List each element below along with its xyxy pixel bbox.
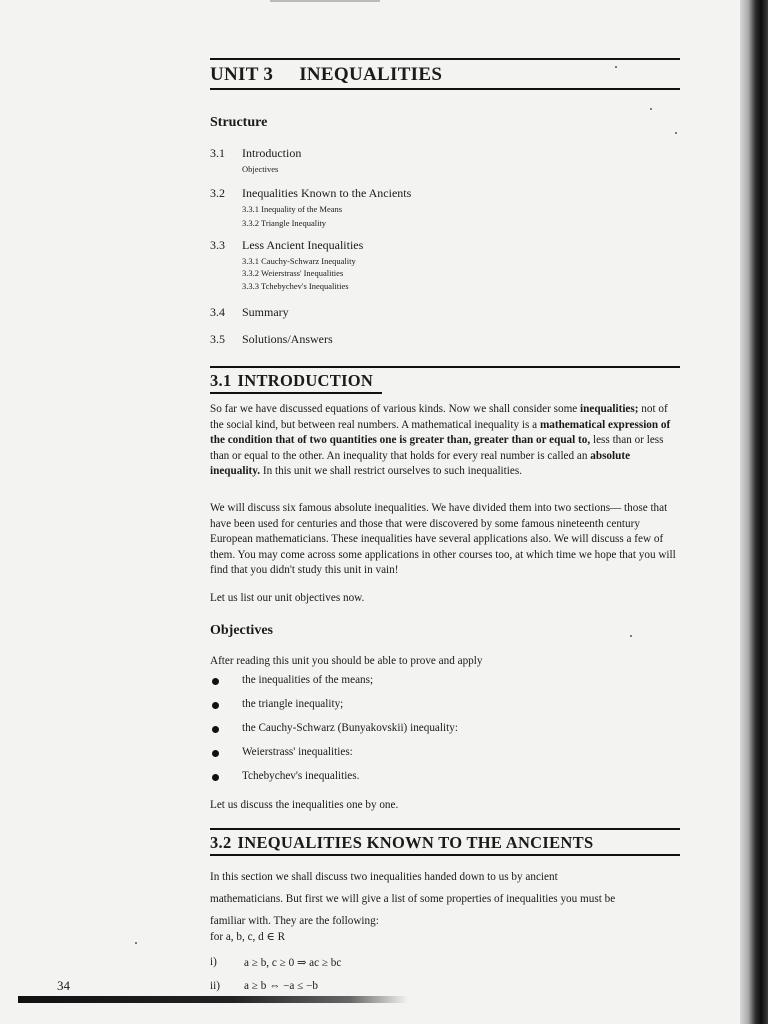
bullet-icon	[212, 702, 219, 709]
section-number: 3.2	[210, 833, 232, 852]
section-title-text: INEQUALITIES KNOWN TO THE ANCIENTS	[237, 833, 594, 852]
intro-paragraph-1	[210, 402, 680, 480]
scan-speck	[650, 108, 652, 110]
scan-speck	[630, 635, 632, 637]
bold-term: greater than, greater	[409, 434, 509, 446]
section-heading-3-2	[210, 828, 680, 856]
text-run: So far we have discussed equations of various kinds. Now we shall consider some	[210, 403, 578, 415]
toc-subitem: Objectives	[242, 164, 279, 174]
list-item-text: Weierstrass' inequalities:	[242, 746, 353, 758]
toc-number: 3.1	[210, 146, 225, 160]
toc-label: Inequalities Known to the Ancients	[242, 186, 412, 200]
text-run: inequalities.	[467, 465, 522, 477]
bold-term: absolute inequality.	[210, 449, 631, 477]
list-item-text: the Cauchy-Schwarz (Bunyakovskii) inequality:	[242, 722, 458, 734]
objectives-intro: After reading this unit you should be able to prove and apply	[210, 655, 483, 667]
section-title	[210, 830, 680, 854]
footer-rule	[18, 996, 408, 1003]
list-item-text: Tchebychev's inequalities.	[242, 770, 360, 782]
list-item-text: the inequalities of the means;	[242, 674, 374, 686]
bullet-icon	[212, 750, 219, 757]
bold-term: mathematical expression of the condition that of two quantities one is	[210, 418, 671, 446]
toc-subitem: 3.3.1 Inequality of the Means	[242, 204, 343, 214]
section-title-text: INTRODUCTION	[237, 371, 374, 390]
paragraph-line: familiar with. They are the following:	[210, 915, 379, 927]
toc-subitem: 3.3.1 Cauchy-Schwarz Inequality	[242, 256, 356, 266]
unit-title-text: INEQUALITIES	[299, 64, 443, 85]
page-number: 34	[57, 978, 70, 993]
scan-top-mark	[270, 0, 380, 2]
objectives-outro: Let us discuss the inequalities one by one.	[210, 799, 399, 811]
bullet-icon	[212, 678, 219, 685]
property-label: ii)	[210, 980, 220, 992]
toc-label: Less Ancient Inequalities	[242, 238, 364, 252]
bold-term: than or equal to,	[511, 434, 591, 446]
toc-number: 3.4	[210, 305, 225, 319]
section-3-2-paragraph	[210, 866, 680, 932]
unit-heading	[210, 58, 680, 90]
section-rule-bottom	[210, 854, 680, 856]
toc-label: Solutions/Answers	[242, 332, 333, 346]
scan-binding-edge	[740, 0, 768, 1024]
text-run: In this unit we shall restrict ourselves to such	[260, 465, 465, 477]
property-text: a ≥ b, c ≥ 0 ⇒ ac ≥ bc	[244, 957, 342, 969]
objectives-heading: Objectives	[210, 623, 273, 638]
property-label: i)	[210, 956, 217, 968]
toc-subitem: 3.3.3 Tchebychev's Inequalities	[242, 281, 349, 291]
property-text: a ≥ b ⇔ −a ≤ −b	[244, 980, 318, 992]
unit-number: UNIT 3	[210, 64, 274, 85]
toc-label: Introduction	[242, 146, 302, 160]
bullet-icon	[212, 726, 219, 733]
section-heading-3-1	[210, 366, 680, 394]
toc-subitem: 3.3.2 Triangle Inequality	[242, 218, 327, 228]
bold-term: inequalities;	[580, 403, 639, 415]
section-number: 3.1	[210, 371, 232, 390]
toc-subitem: 3.3.2 Weierstrass' Inequalities	[242, 268, 344, 278]
intro-paragraph-3: Let us list our unit objectives now.	[210, 592, 365, 604]
unit-title	[210, 60, 680, 88]
heading-rule-bottom	[210, 88, 680, 90]
scan-speck	[135, 942, 137, 944]
section-title	[210, 368, 680, 392]
list-item-text: the triangle inequality;	[242, 698, 344, 710]
scan-speck	[615, 66, 617, 68]
toc-label: Summary	[242, 305, 289, 319]
toc-number: 3.5	[210, 332, 225, 346]
intro-paragraph-2: We will discuss six famous absolute inequalities. We have divided them into two sections— those that have been used for centuries and those that were discovered by some famous nineteenth century European mathematicians. These inequalities have several applications also. We will discuss a few of them. You may come across some applications in other courses too, at which time we hope that you will find that you didn't study this unit in vain!	[210, 502, 676, 576]
section-rule-bottom	[210, 392, 382, 394]
toc-number: 3.2	[210, 186, 225, 200]
text-run: real number is called an	[480, 449, 588, 462]
toc-number: 3.3	[210, 238, 225, 252]
structure-heading: Structure	[210, 115, 268, 130]
text-run: not of the social kind, but between real numbers. A mathematical inequality is a	[210, 403, 668, 431]
paragraph-line: mathematicians. But first we will give a list of some properties of inequalities you must be	[210, 893, 616, 905]
paragraph-line: In this section we shall discuss two inequalities handed down to us by ancient	[210, 871, 558, 883]
bullet-icon	[212, 774, 219, 781]
quantifier-line: for a, b, c, d ∈ R	[210, 931, 286, 943]
scan-speck	[675, 132, 677, 134]
text-run: less than or less than or equal to the other. An inequality that holds for every	[210, 434, 664, 462]
